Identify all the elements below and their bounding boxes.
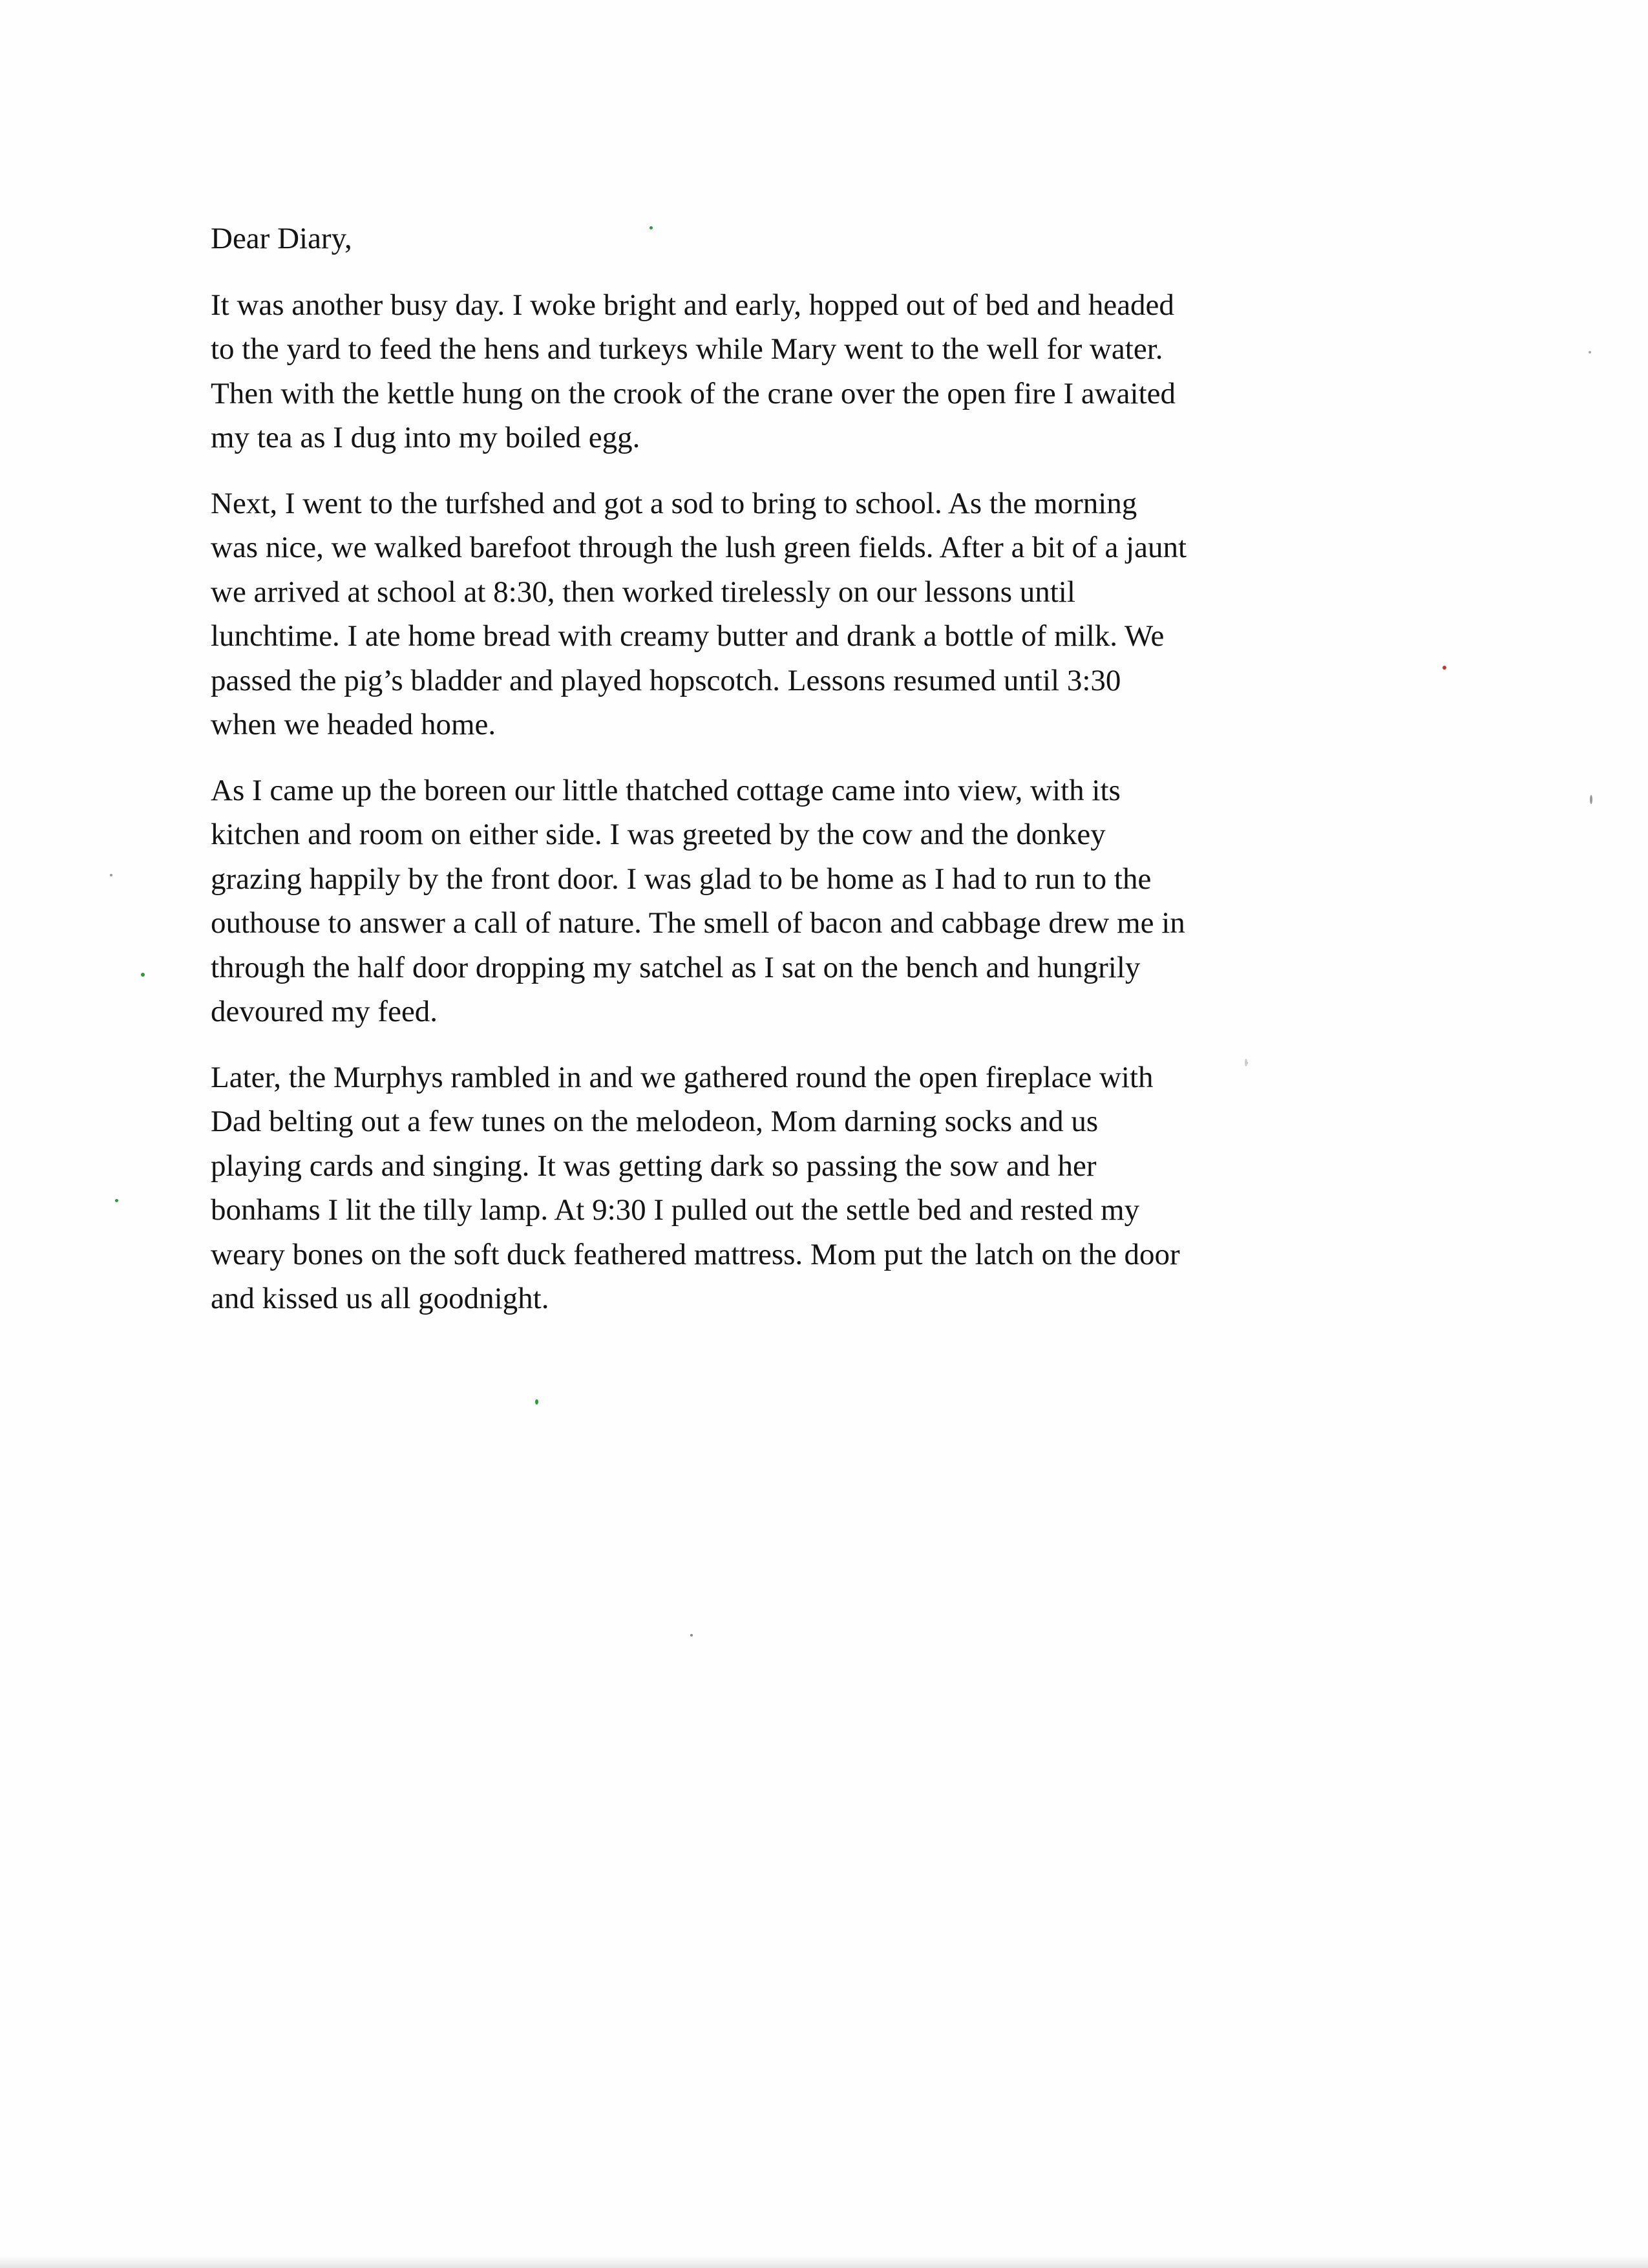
green-speck <box>115 1199 118 1202</box>
gray-speck <box>690 1634 693 1637</box>
gray-speck <box>1589 351 1591 354</box>
paragraph-evening: Later, the Murphys rambled in and we gathered round the open fireplace with Dad belting out a few tunes on the melodeon, Mom darning socks and us playing cards and singing. It was getting dark so passing the sow and her bonhams I lit the tilly lamp. At 9:30 I pulled out the settle bed and rested my weary bones on the soft duck feathered mattress. Mom put the latch on the door and kissed us all goodnight. <box>211 1060 1180 1315</box>
gray-speck <box>110 874 112 876</box>
gray-speck <box>1590 795 1592 804</box>
paragraph-morning: It was another busy day. I woke bright and early, hopped out of bed and headed to the yard to feed the hens and turkeys while Mary went to the well for water. Then with the kettle hung on the crook of the crane over the open fire I awaited my tea as I dug into my boiled egg. <box>211 288 1176 454</box>
letter-greeting: Dear Diary, <box>211 222 352 255</box>
scan-bottom-edge <box>0 2256 1648 2268</box>
diary-letter <box>211 217 1387 1342</box>
gray-speck <box>1245 1059 1247 1066</box>
paragraph-homecoming: As I came up the boreen our little thatched cottage came into view, with its kitchen and room on either side. I was greeted by the cow and the donkey grazing happily by the front door. I was glad to be home as I had to run to the outhouse to answer a call of nature. The smell of bacon and cabbage drew me in through the half door dropping my satchel as I sat on the bench and hungrily devoured my feed. <box>211 773 1185 1028</box>
green-speck <box>650 226 653 229</box>
green-speck <box>535 1399 538 1404</box>
paragraph-school: Next, I went to the turfshed and got a sod to bring to school. As the morning was nice, we walked barefoot through the lush green fields. After a bit of a jaunt we arrived at school at 8:30, then worked tirelessly on our lessons until lunchtime. I ate home bread with creamy butter and drank a bottle of milk. We passed the pig’s bladder and played hopscotch. Lessons resumed until 3:30 when we headed home. <box>211 486 1187 741</box>
green-speck <box>141 973 145 977</box>
red-speck <box>1442 666 1446 670</box>
